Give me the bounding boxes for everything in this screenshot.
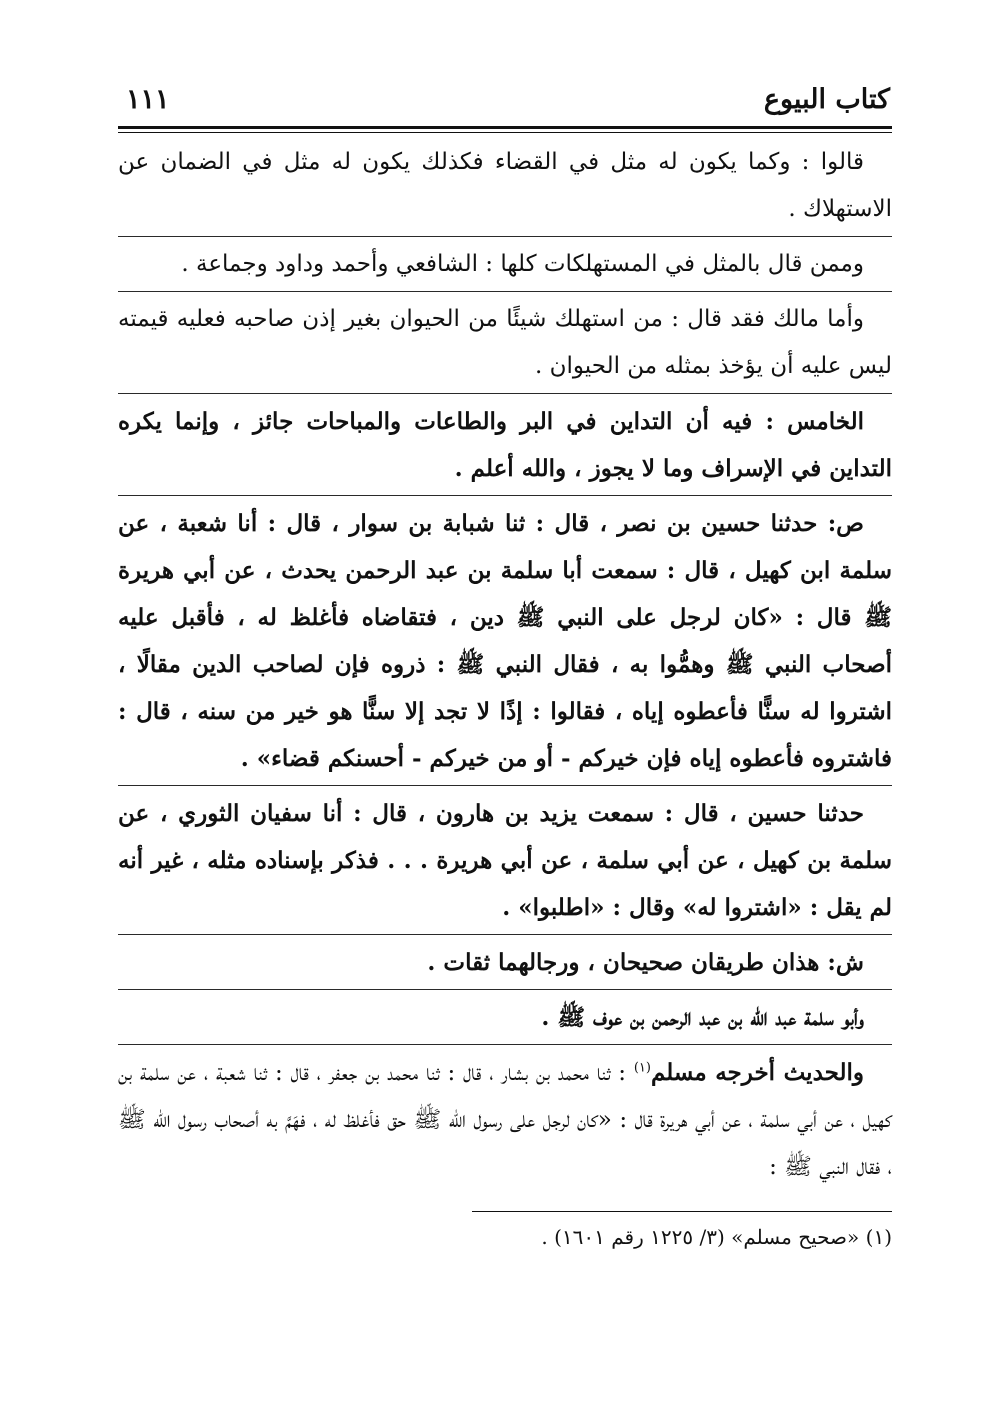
paragraph-separator — [118, 785, 892, 786]
footnote-marker: (١) — [633, 1060, 651, 1076]
paragraph-separator — [118, 1044, 892, 1045]
paragraph-source — [118, 1049, 892, 1191]
paragraph-separator — [118, 291, 892, 292]
paragraph: وممن قال بالمثل في المستهلكات كلها : الشافعي وأحمد وداود وجماعة . — [181, 251, 864, 277]
source-lead: والحديث أخرجه مسلم — [650, 1059, 864, 1086]
footnote-rule — [472, 1211, 892, 1212]
header-rule-thin — [118, 132, 892, 133]
paragraph-commentary: ش: هذان طريقان صحيحان ، ورجالهما ثقات . — [427, 949, 864, 976]
paragraph-separator — [118, 989, 892, 990]
paragraph: وأما مالك فقد قال : من استهلك شيئًا من الحيوان بغير إذن صاحبه فعليه قيمته ليس عليه أن يؤخذ بمثله من الحيوان . — [118, 306, 892, 379]
paragraph: قالوا : وكما يكون له مثل في القضاء فكذلك يكون له مثل في الضمان عن الاستهلاك . — [118, 149, 892, 222]
header-rule-thick — [118, 126, 892, 129]
paragraph-separator — [118, 495, 892, 496]
page-body — [118, 139, 892, 1191]
paragraph-hadith: ص: حدثنا حسين بن نصر ، قال : ثنا شبابة بن سوار ، قال : أنا شعبة ، عن سلمة ابن كهيل ، قال : سمعت أبا سلمة بن عبد الرحمن يحدث ، عن أبي هريرة ﷺ قال : «كان لرجل على النبي ﷺ دين ، فتقاضاه فأغلظ له ، فأقبل عليه أصحاب النبي ﷺ وهمُّوا به ، فقال النبي ﷺ : ذروه فإن لصاحب الدين مقالًا ، اشتروا له سنًّا فأعطوه إياه ، فقالوا : إذًا لا تجد إلا سنًّا هو خير من سنه ، قال : فاشتروه فأعطوه إياه فإن خيركم - أو من خيركم - أحسنكم قضاء» . — [118, 510, 892, 772]
book-page — [118, 78, 892, 1256]
paragraph-hadith: حدثنا حسين ، قال : سمعت يزيد بن هارون ، قال : أنا سفيان الثوري ، عن سلمة بن كهيل ، عن أبي سلمة ، عن أبي هريرة . . . فذكر بإسناده مثله ، غير أنه لم يقل : «اشتروا له» وقال : «اطلبوا» . — [118, 800, 892, 921]
paragraph-commentary: وأبو سلمة عبد الله بن عبد الرحمن بن عوف ﷺ . — [541, 1004, 864, 1031]
footnote: (١) «صحيح مسلم» (٣/ ١٢٢٥ رقم ١٦٠١) . — [541, 1225, 892, 1249]
chapter-title: كتاب البيوع — [763, 84, 890, 115]
source-text: : ثنا محمد بن بشار ، قال : ثنا محمد بن جعفر ، قال : ثنا شعبة ، عن سلمة بن كهيل ، عن أبي سلمة ، عن أبي هريرة قال : «كان لرجل على رسول الله ﷺ حق فأغلظ له ، فهَمَّ به أصحاب رسول الله ﷺ ، فقال النبي ﷺ : — [118, 1060, 892, 1180]
page-header — [118, 78, 892, 122]
paragraph-separator — [118, 393, 892, 394]
paragraph: الخامس : فيه أن التداين في البر والطاعات والمباحات جائز ، وإنما يكره التداين في الإسراف وما لا يجوز ، والله أعلم . — [118, 408, 892, 482]
page-number: ١١١ — [126, 84, 170, 115]
paragraph-separator — [118, 934, 892, 935]
paragraph-separator — [118, 236, 892, 237]
